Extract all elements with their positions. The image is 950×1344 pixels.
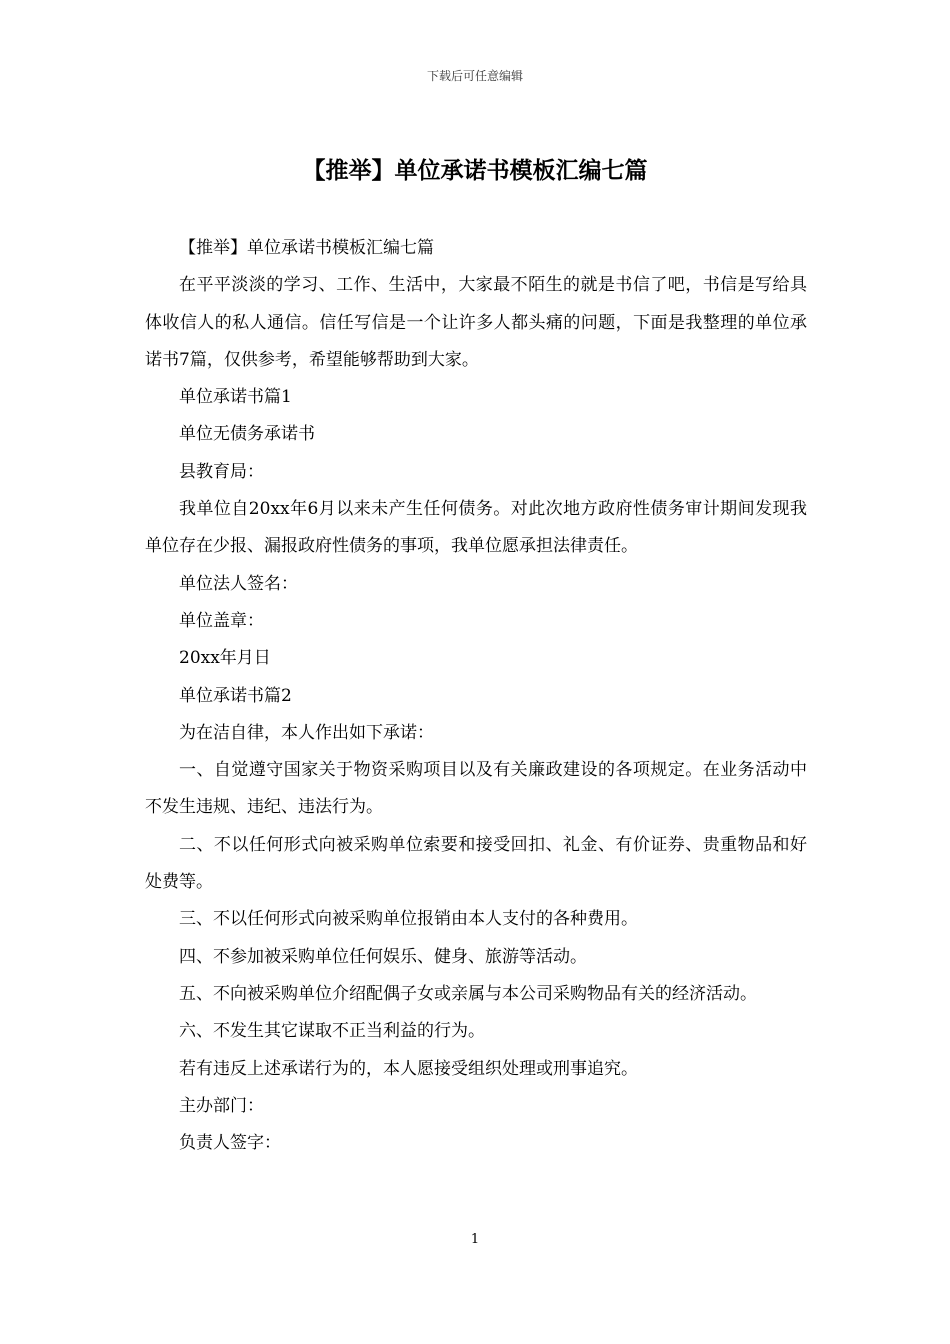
section-heading-1: 单位承诺书篇1 [179,387,292,408]
document-body [145,230,807,1162]
letter-title-1: 单位无债务承诺书 [179,424,315,445]
paragraph-violation: 若有违反上述承诺行为的，本人愿接受组织处理或刑事追究。 [179,1058,638,1079]
recipient-line: 县教育局： [179,461,264,482]
document-title: 【推举】单位承诺书模板汇编七篇 [302,157,648,184]
section-heading-2: 单位承诺书篇2 [179,685,292,706]
commitment-item-5: 五、不向被采购单位介绍配偶子女或亲属与本公司采购物品有关的经济活动。 [179,983,757,1004]
date-line: 20xx年月日 [179,648,271,669]
paragraph-intro-title: 【推举】单位承诺书模板汇编七篇 [179,238,434,258]
seal-line: 单位盖章： [179,610,264,631]
commitment-item-6: 六、不发生其它谋取不正当利益的行为。 [179,1021,485,1042]
paragraph-intro: 在平平淡淡的学习、工作、生活中，大家最不陌生的就是书信了吧，书信是写给具体收信人的私人通信。信任写信是一个让许多人都头痛的问题，下面是我整理的单位承诺书7篇，仅供参考，希望能够帮助到大家。 [145,275,807,370]
commitment-item-1: 一、自觉遵守国家关于物资采购项目以及有关廉政建设的各项规定。在业务活动中不发生违规、违纪、违法行为。 [145,760,807,818]
signature-line-responsible: 负责人签字： [179,1133,281,1154]
commitment-item-3: 三、不以任何形式向被采购单位报销由本人支付的各种费用。 [179,909,638,930]
page-number: 1 [470,1232,480,1247]
commitment-item-4: 四、不参加被采购单位任何娱乐、健身、旅游等活动。 [179,946,587,967]
commitment-item-2: 二、不以任何形式向被采购单位索要和接受回扣、礼金、有价证券、贵重物品和好处费等。 [145,834,807,893]
paragraph-commitment-intro: 为在洁自律，本人作出如下承诺： [179,722,434,743]
header-note: 下载后可任意编辑 [426,69,523,83]
department-line: 主办部门： [179,1095,264,1116]
paragraph-statement-1: 我单位自20xx年6月以来未产生任何债务。对此次地方政府性债务审计期间发现我单位存在少报、漏报政府性债务的事项，我单位愿承担法律责任。 [145,499,807,557]
signature-line-legal: 单位法人签名： [179,573,298,594]
